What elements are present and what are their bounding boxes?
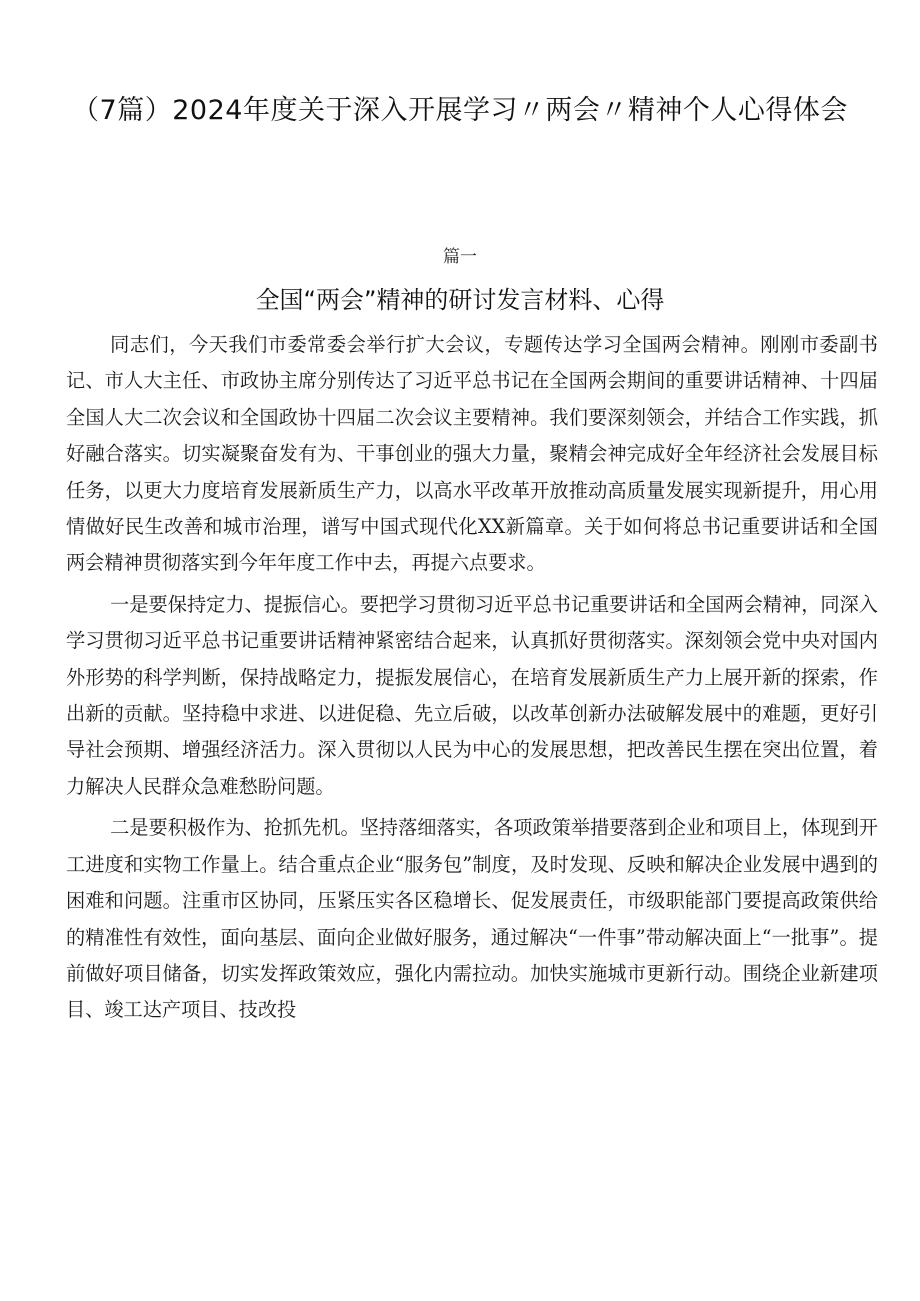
paragraph-point-two: 二是要积极作为、抢抓先机。坚持落细落实，各项政策举措要落到企业和项目上，体现到开工进度和实物工作量上。结合重点企业“服务包”制度，及时发现、反映和解决企业发展中遇到的困难和问题。注重市区协同，压紧压实各区稳增长、促发展责任，市级职能部门要提高政策供给的精准性有效性，面向基层、面向企业做好服务，通过解决“一件事”带动解决面上“一批事”。提前做好项目储备，切实发挥政策效应，强化内需拉动。加快实施城市更新行动。围绕企业新建项目、竣工达产项目、技改投 [66,816,878,1022]
paragraph-intro: 同志们，今天我们市委常委会举行扩大会议，专题传达学习全国两会精神。刚刚市委副书记、市人大主任、市政协主席分别传达了习近平总书记在全国两会期间的重要讲话精神、十四届全国人大二次会议和全国政协十四届二次会议主要精神。我们要深刻领会，并结合工作实践，抓好融合落实。切实凝聚奋发有为、干事创业的强大力量，聚精会神完成好全年经济社会发展目标任务，以更大力度培育发展新质生产力，以高水平改革开放推动高质量发展实现新提升，用心用情做好民生改善和城市治理，谱写中国式现代化XX新篇章。关于如何将总书记重要讲话和全国两会精神贯彻落实到今年年度工作中去，再提六点要求。 [66,333,878,575]
document-title: （7篇）2024年度关于深入开展学习〃两会〃精神个人心得体会 [72,95,848,126]
document-body [66,327,878,1034]
section-label: 篇一 [443,247,477,267]
section-title: 全国“两会”精神的研讨发言材料、心得 [255,286,665,314]
paragraph-point-one: 一是要保持定力、提振信心。要把学习贯彻习近平总书记重要讲话和全国两会精神，同深入学习贯彻习近平总书记重要讲话精神紧密结合起来，认真抓好贯彻落实。深刻领会党中央对国内外形势的科学判断，保持战略定力，提振发展信心，在培育发展新质生产力上展开新的探索，作出新的贡献。坚持稳中求进、以进促稳、先立后破，以改革创新办法破解发展中的难题，更好引导社会预期、增强经济活力。深入贯彻以人民为中心的发展思想，把改善民生摆在突出位置，着力解决人民群众急难愁盼问题。 [66,592,878,798]
